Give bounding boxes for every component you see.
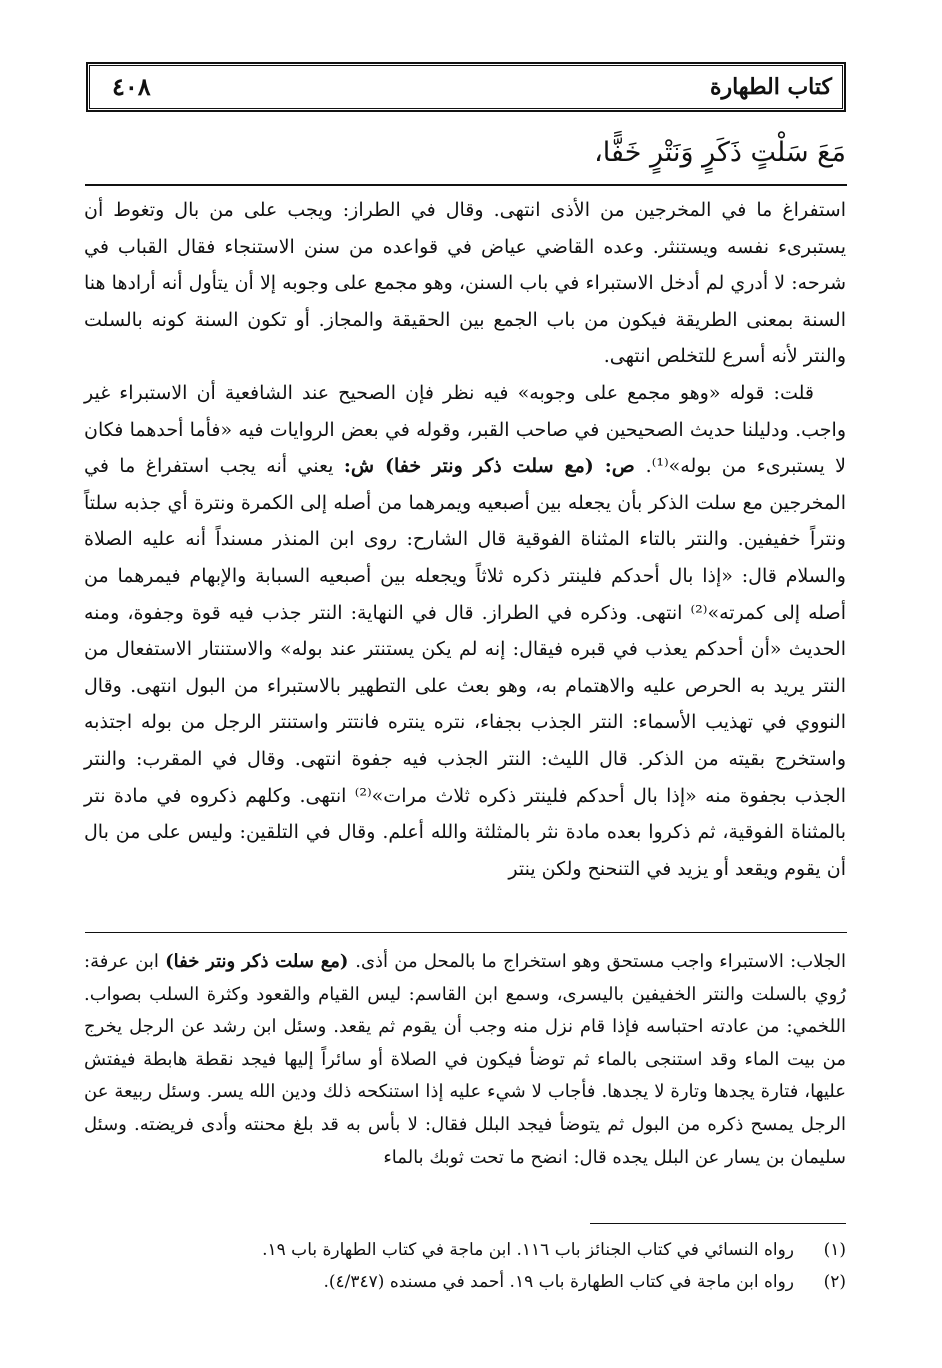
commentary-paragraph (84, 946, 846, 1174)
paragraph-1: استفراغ ما في المخرجين من الأذى انتهى. وقال في الطراز: ويجب على من بال وتغوط أن يستبرىء نفسه ويستنثر. وعده القاضي عياض في قواعده من سنن الاستنجاء فقال القباب في شرحه: لا أدري لم أدخل الاستبراء في باب السنن، وهو مجمع على وجوبه إلا أن يتأول أنه أرادها هنا السنة بمعنى الطريقة فيكون من باب الجمع بين الحقيقة والمجاز. أو تكون السنة كونه بالسلت والنتر لأنه أسرع للتخلص انتهى. (84, 199, 846, 368)
footnote (84, 1234, 846, 1266)
footnote-number: (٢) (823, 1272, 846, 1292)
verse-divider (85, 184, 847, 186)
main-text (84, 192, 846, 912)
commentary-part-1: الجلاب: الاستبراء واجب مستحق وهو استخراج ما بالمحل من أذى. (355, 951, 846, 972)
commentary-divider (85, 932, 847, 933)
paragraph-2-part-2: يعني أنه يجب استفراغ ما في المخرجين مع سلت الذكر بأن يجعله بين أصبعيه ويمرهما من أصله إلى الكمرة ونترة أي جذبه سلتاً ونتراً خفيفين. والنتر بالتاء المثناة الفوقية قال الشارح: روى ابن المنذر مسنداً أنه عليه الصلاة والسلام قال: «إذا بال أحدكم فلينتر ذكره ثلاثاً ويجعله بين أصبعيه السبابة والإبهام فيمرهما من أصله إلى كمرته»⁽²⁾ انتهى. وذكره في الطراز. قال في النهاية: النتر جذب فيه قوة وجفوة، ومنه الحديث «أن أحدكم يعذب في قبره فيقال: إنه لم يكن يستنتر عند بوله» والاستنتار الاستفعال من النتر يريد به الحرص عليه والاهتمام به، وهو بعث على التطهير بالاستبراء من البول انتهى. وقال النووي في تهذيب الأسماء: النتر الجذب بجفاء، نتره ينتره فانتتر واستنتر الرجل من بوله اجتذبه واستخرج بقيته من الذكر. قال الليث: النتر الجذب فيه جفوة انتهى. وقال في المقرب: والنتر الجذب بجفوة منه «إذا بال أحدكم فلينتر ذكره ثلاث مرات»⁽²⁾ انتهى. وكلهم ذكروه في مادة نتر بالمثناة الفوقية، ثم ذكروا بعده مادة نثر بالمثلثة والله أعلم. وقال في التلقين: وليس على من بال أن يقوم ويقعد أو يزيد في التنحنح ولكن ينتر (84, 455, 846, 880)
footnotes (84, 1234, 846, 1304)
paragraph-2 (84, 375, 846, 887)
commentary-text (84, 946, 846, 1210)
footnote-divider (590, 1223, 846, 1224)
commentary-part-2: ابن عرفة: رُوي بالسلت والنتر الخفيفين باليسرى، وسمع ابن القاسم: ليس القيام والقعود وكثرة السلب بصواب. اللخمي: من عادته احتباسه فإذا قام نزل منه وجب أن يقوم ثم يقعد. وسئل ابن رشد عن الرجل يخرج من بيت الماء وقد استنجى بالماء ثم توضأ فيكون في الصلاة أو سائراً إليها فيجد نقطة هابطة فيفتش عليها، فتارة يجدها وتارة لا يجدها. فأجاب لا شيء عليه إذا استنكحه ذلك ودين الله يسر. وسئل ربيعة عن الرجل يمسح ذكره من البول ثم يتوضأ فيجد البلل فقال: لا بأس به قد بلغ محنته وأدى فريضته. وسئل سليمان بن يسار عن البلل يجده قال: انضح ما تحت ثوبك بالماء (84, 951, 846, 1168)
footnote-text: رواه النسائي في كتاب الجنائز باب ١١٦. ابن ماجة في كتاب الطهارة باب ١٩. (262, 1240, 794, 1260)
footnote-number: (١) (823, 1240, 846, 1260)
page-number: ٤٠٨ (112, 72, 151, 101)
matn-quote: ص: (مع سلت ذكر ونتر خفا) ش: (343, 455, 646, 478)
commentary-matn-quote: (مع سلت ذكر ونتر خفا) (165, 951, 356, 972)
footnote (84, 1266, 846, 1298)
verse-line: مَعَ سَلْتٍ ذَكَرٍ وَنَتْرٍ خَفًّا، (594, 137, 846, 168)
paragraph-2-part-1: قلت: قوله «وهو مجمع على وجوبه» فيه نظر فإن الصحيح عند الشافعية أن الاستبراء غير واجب. ودليلنا حديث الصحيحين في صاحب القبر، وقوله في بعض الروايات فيه «فأما أحدهما فكان لا يستبرىء من بوله»⁽¹⁾. (84, 381, 846, 478)
footnote-text: رواه ابن ماجة في كتاب الطهارة باب ١٩. أحمد في مسنده (٤/٣٤٧). (323, 1272, 794, 1292)
book-title: كتاب الطهارة (709, 74, 832, 100)
